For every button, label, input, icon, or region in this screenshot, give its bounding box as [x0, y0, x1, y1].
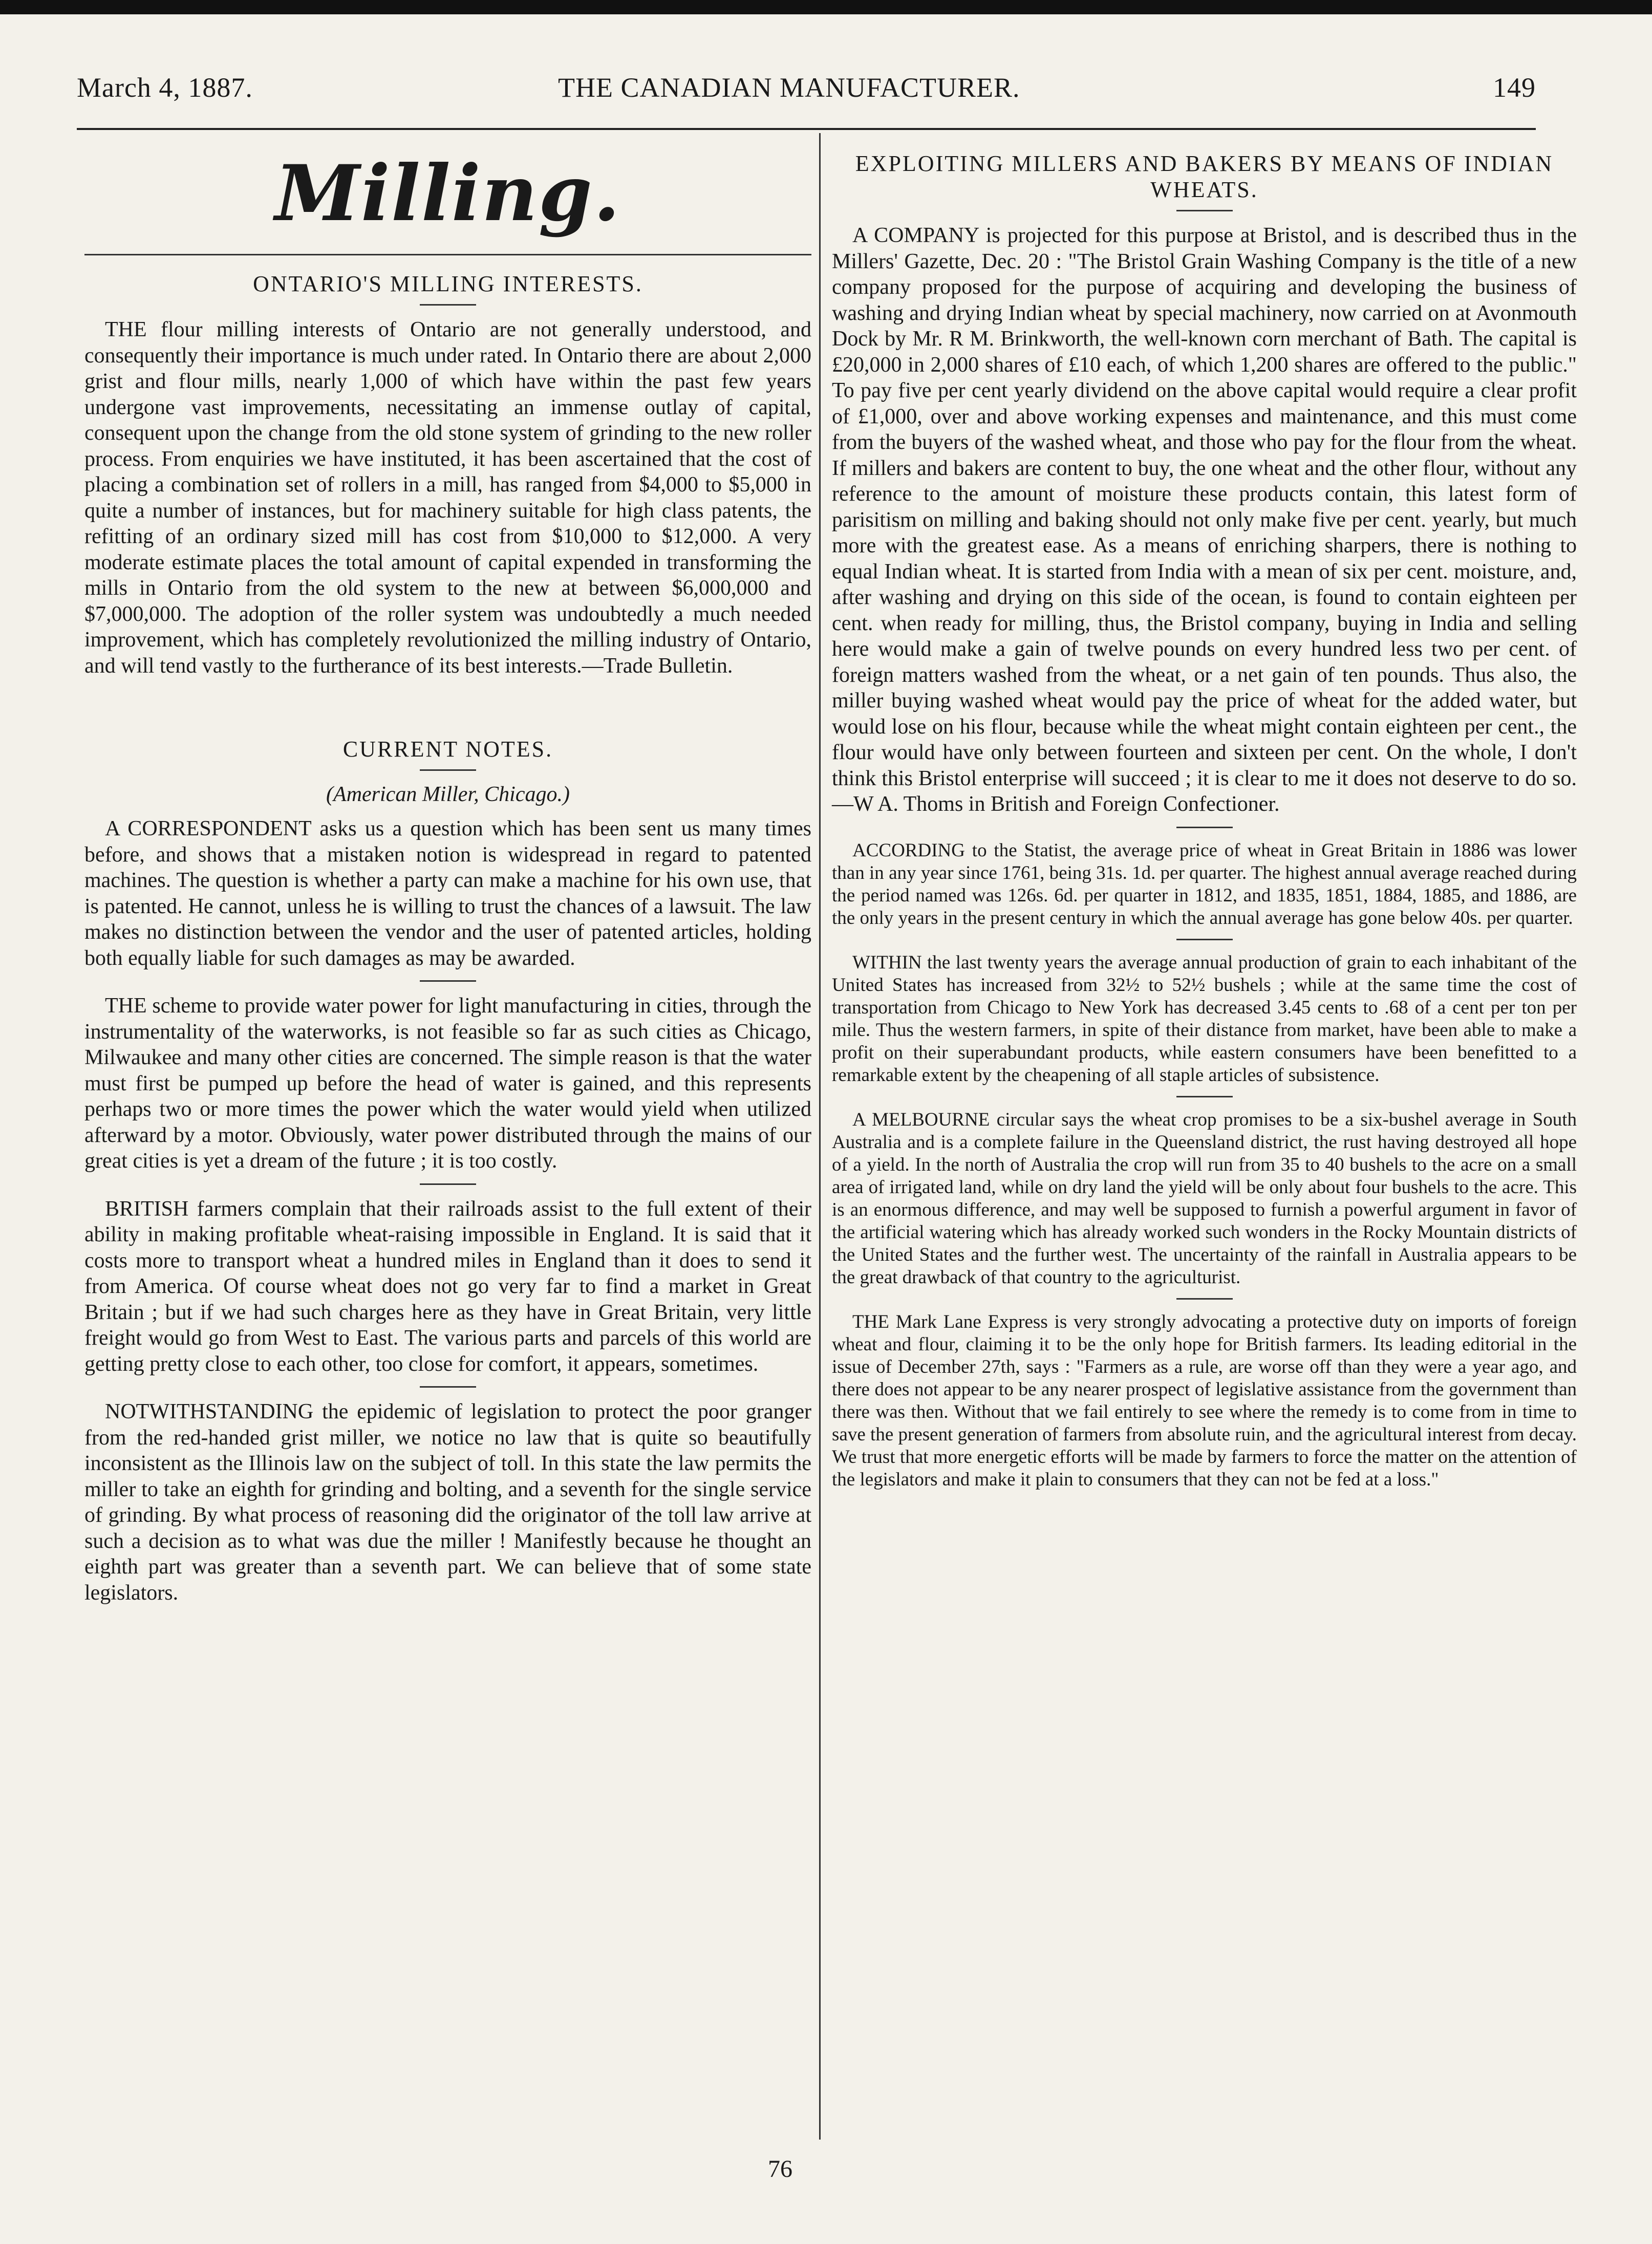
note-separator	[420, 1386, 476, 1388]
note-toll-law: NOTWITHSTANDING the epidemic of legislation to protect the poor granger from the red-handed grist miller, we notice no law that is quite so beautifully inconsistent as the Illinois law on the subject of toll. In this state the law permits the miller to take an eighth for grinding and bolting, and a seventh for the single service of grinding. By what process of reasoning did the originator of the toll law arrive at such a decision as to what was due the miller ! Manifestly because he thought an eighth part was greater than a seventh part. We can believe that of some state legislators.	[84, 1400, 811, 1605]
page-number: 149	[1493, 72, 1536, 103]
column-divider	[819, 133, 821, 2140]
page-folio: 76	[768, 2155, 792, 2183]
article-body-bristol: A COMPANY is projected for this purpose at Bristol, and is described thus in the Millers' Gazette, Dec. 20 : "The Bristol Grain Washing Company is the title of a new company proposed for the purpose of acquiring and developing the business of washing and drying Indian wheat by special machinery, now carried on at Avonmouth Dock by Mr. R M. Brinkworth, the well-known corn merchant of Bath. The capital is £20,000 in 2,000 shares of £10 each, of which 1,200 shares are offered to the public." To pay five per cent yearly dividend on the above capital would require a clear profit of £1,000, over and above working expenses and maintenance, and this must come from the buyers of the washed wheat, and those who pay for the flour from the wheat. If millers and bakers are content to buy, the one wheat and the other flour, without any reference to the amount of moisture these products contain, this latest form of parisitism on milling and baking should not only make five per cent. yearly, but much more with the greatest ease. As a means of enriching sharpers, there is nothing to equal Indian wheat. It is started from India with a mean of six per cent. moisture, and, after washing and drying on this side of the ocean, is found to contain eighteen per cent. when ready for milling, thus, the Bristol company, buying in India and selling here would make a gain of twelve pounds on every hundred less two per cent. of foreign matters washed from the wheat, or a net gain of ten pounds. Thus also, the miller buying washed wheat would pay the price of wheat for the added water, but would lose on his flour, because while the wheat might contain eighteen per cent., the flour would have only between fourteen and sixteen per cent. On the whole, I don't think this Bristol enterprise will succeed ; it is clear to me it does not deserve to do so.—W A. Thoms in British and Foreign Confectioner.	[832, 224, 1577, 816]
title-rule	[1176, 210, 1233, 211]
header-rule	[77, 128, 1536, 130]
note-separator	[1176, 827, 1233, 828]
title-rule	[420, 769, 476, 771]
note-melbourne-circular: A MELBOURNE circular says the wheat crop promises to be a six-bushel average in South Australia and is a complete failure in the Queensland district, the rust having destroyed all hope of a yield. In the north of Australia the crop will run from 35 to 40 bushels to the acre on a small area of irrigated land, while on dry land the yield will be only about four bushels to the acre. This is an enormous difference, and may well be supposed to furnish a powerful argument in favor of the artificial watering which has already worked such wonders in the Rocky Mountain districts of the United States and the further west. The uncertainty of the rainfall in Australia appears to be the great drawback of that country to the agriculturist.	[832, 1109, 1577, 1288]
page-header	[77, 72, 1536, 118]
article-body-ontario: THE flour milling interests of Ontario are not generally understood, and consequently their importance is much under rated. In Ontario there are about 2,000 grist and flour mills, nearly 1,000 of which have within the past few years undergone vast improvements, necessitating an immense outlay of capital, consequent upon the change from the old stone system of grinding to the new roller process. From enquiries we have instituted, it has been ascertained that the cost of placing a combination set of rollers in a mill, has ranged from $4,000 to $5,000 in quite a number of instances, but for machinery suitable for high class patents, the refitting of an ordinary sized mill has cost from $10,000 to $12,000. A very moderate estimate places the total amount of capital expended in transforming the mills in Ontario from the old system to the new at between $6,000,000 and $7,000,000. The adoption of the roller system was undoubtedly a much needed improvement, which has completely revolutionized the milling industry of Ontario, and will tend vastly to the furtherance of its best interests.—Trade Bulletin.	[84, 318, 811, 678]
left-column	[84, 143, 811, 1615]
note-separator	[1176, 1298, 1233, 1300]
article-byline: (American Miller, Chicago.)	[326, 783, 570, 806]
note-grain-production: WITHIN the last twenty years the average annual production of grain to each inhabitant of the United States has increased from 32½ to 52½ bushels ; while at the same time the cost of transportation from Chicago to New York has decreased 3.45 cents to .68 of a cent per ton per mile. Thus the western farmers, in spite of their distance from market, have been able to make a profit on their superabundant products, while eastern consumers have been benefitted to a remarkable extent by the cheapening of all staple articles of subsistence.	[832, 952, 1577, 1086]
right-column	[832, 143, 1577, 1500]
article-title-indian-wheats: EXPLOITING MILLERS AND BAKERS BY MEANS OF INDIAN WHEATS.	[855, 151, 1554, 202]
note-separator	[420, 1183, 476, 1185]
header-date: March 4, 1887.	[77, 72, 253, 103]
note-wheat-price: ACCORDING to the Statist, the average price of wheat in Great Britain in 1886 was lower than in any year since 1761, being 31s. 1d. per quarter. The highest annual average reached during the period named was 126s. 6d. per quarter in 1812, and 1835, 1851, 1884, 1885, and 1886, are the only years in the present century in which the annual average has gone below 40s. per quarter.	[832, 839, 1577, 929]
title-rule	[420, 304, 476, 306]
article-title-current-notes: CURRENT NOTES.	[342, 737, 553, 762]
top-edge-bar	[0, 0, 1652, 14]
short-notes	[832, 839, 1577, 1491]
publication-title: THE CANADIAN MANUFACTURER.	[558, 72, 1020, 103]
section-rule	[84, 254, 811, 255]
section-title: Milling.	[274, 148, 621, 239]
note-water-power: THE scheme to provide water power for light manufacturing in cities, through the instrumentality of the waterworks, is not feasible so far as such cities as Chicago, Milwaukee and many other cities are concerned. The simple reason is that the water must first be pumped up before the head of water is gained, and this represents perhaps two or more times the power which the water would yield when utilized afterward by a motor. Obviously, water power distributed through the mains of our great cities is yet a dream of the future ; it is too costly.	[84, 994, 811, 1173]
note-mark-lane-express: THE Mark Lane Express is very strongly advocating a protective duty on imports of foreign wheat and flour, claiming it to be the only hope for British farmers. Its leading editorial in the issue of December 27th, says : "Farmers as a rule, are worse off than they were a year ago, and there does not appear to be any nearer prospect of legislative assistance from the government than there was then. Without that we fail entirely to see where the remedy is to come from in time to save the present generation of farmers from absolute ruin, and the agricultural interest from decay. We trust that more energetic efforts will be made by farmers to force the matter on the attention of the legislators and make it plain to consumers that they can not be fed at a loss."	[832, 1311, 1577, 1490]
note-patented-machines: A CORRESPONDENT asks us a question which has been sent us many times before, and shows that a mistaken notion is widespread in regard to patented machines. The question is whether a party can make a machine for his own use, that is patented. He cannot, unless he is willing to trust the chances of a lawsuit. The law makes no distinction between the vendor and the user of patented articles, holding both equally liable for such damages as may be awarded.	[84, 817, 811, 970]
note-separator	[1176, 1096, 1233, 1097]
note-separator	[420, 980, 476, 982]
note-british-farmers: BRITISH farmers complain that their railroads assist to the full extent of their ability in making profitable wheat-raising impossible in England. It is said that it costs more to transport wheat a hundred miles in England than it does to send it from America. Of course wheat does not go very far to find a market in Great Britain ; but if we had such charges here as they have in Great Britain, very little freight would go from West to East. The various parts and parcels of this world are getting pretty close to each other, too close for comfort, it appears, sometimes.	[84, 1197, 811, 1376]
note-separator	[1176, 939, 1233, 940]
article-title-ontario: ONTARIO'S MILLING INTERESTS.	[253, 271, 643, 296]
